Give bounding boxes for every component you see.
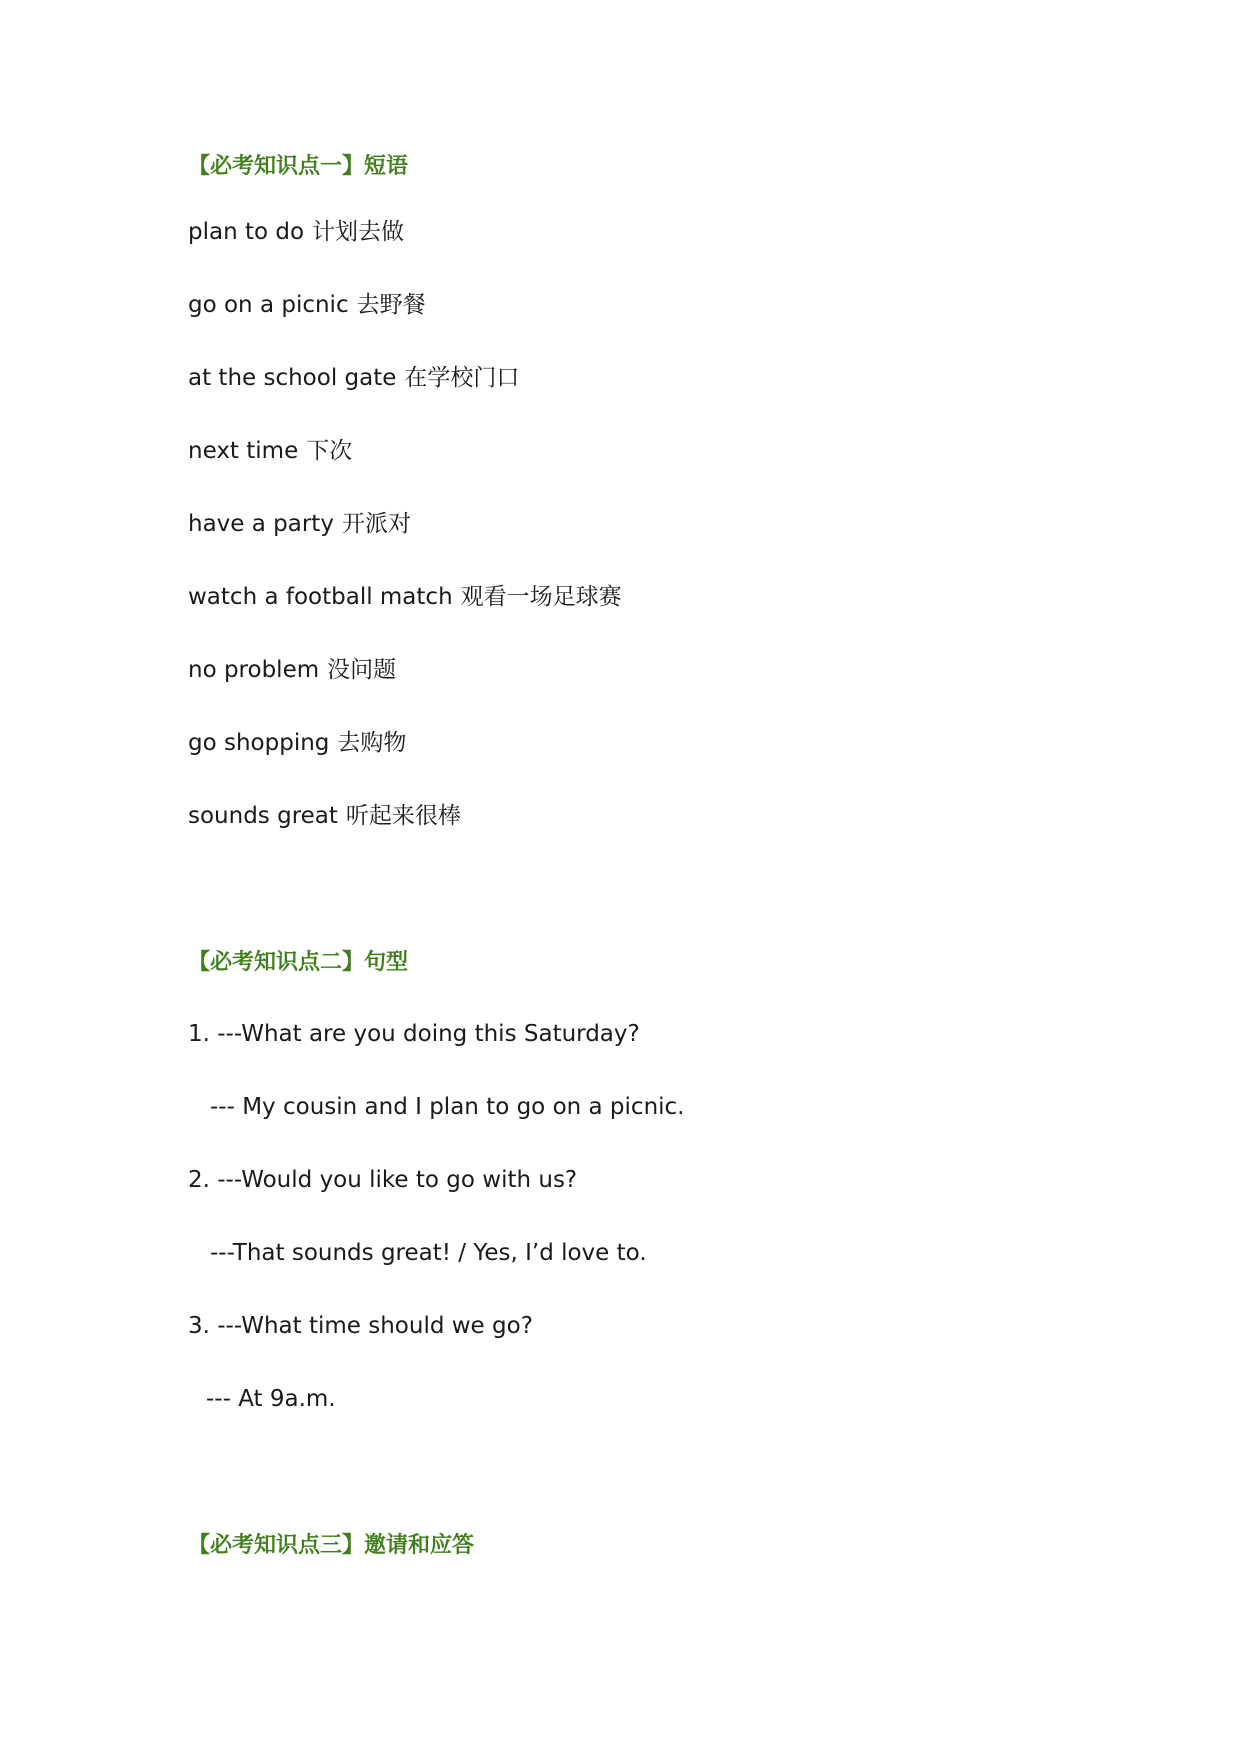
phrase-zh: 开派对: [341, 511, 411, 537]
dialogue-answer: --- My cousin and I plan to go on a picnic.: [210, 1094, 685, 1120]
section-heading-sentences: 【必考知识点二】句型: [188, 950, 409, 975]
phrase-en: have a party: [188, 511, 334, 537]
dialogue-question: 1. ---What are you doing this Saturday?: [188, 1021, 640, 1047]
phrase-en: go shopping: [188, 730, 330, 756]
phrase-item: [188, 654, 396, 686]
phrase-en: no problem: [188, 657, 320, 683]
section-heading-invitations: 【必考知识点三】邀请和应答: [188, 1533, 475, 1558]
phrase-item: [188, 216, 404, 248]
phrase-item: [188, 362, 519, 394]
phrase-en: sounds great: [188, 803, 338, 829]
phrase-zh: 观看一场足球赛: [460, 584, 622, 610]
phrase-item: [188, 727, 406, 759]
dialogue-answer: --- At 9a.m.: [206, 1386, 336, 1412]
phrase-item: [188, 800, 461, 832]
phrase-en: go on a picnic: [188, 292, 349, 318]
phrase-zh: 计划去做: [312, 219, 405, 245]
dialogue-question: 2. ---Would you like to go with us?: [188, 1167, 578, 1193]
dialogue-question: 3. ---What time should we go?: [188, 1313, 533, 1339]
phrase-en: watch a football match: [188, 584, 453, 610]
phrase-en: next time: [188, 438, 299, 464]
phrase-zh: 在学校门口: [404, 365, 520, 391]
phrase-zh: 去购物: [337, 730, 407, 756]
phrase-en: plan to do: [188, 219, 305, 245]
section-heading-phrases: 【必考知识点一】短语: [188, 154, 409, 179]
phrase-zh: 下次: [306, 438, 353, 464]
phrase-zh: 听起来很棒: [345, 803, 461, 829]
phrase-item: [188, 289, 426, 321]
phrase-item: [188, 508, 411, 540]
phrase-zh: 没问题: [327, 657, 397, 683]
dialogue-answer: ---That sounds great! / Yes, I’d love to.: [210, 1240, 647, 1266]
phrase-item: [188, 435, 352, 467]
phrase-item: [188, 581, 622, 613]
phrase-en: at the school gate: [188, 365, 397, 391]
phrase-zh: 去野餐: [356, 292, 426, 318]
